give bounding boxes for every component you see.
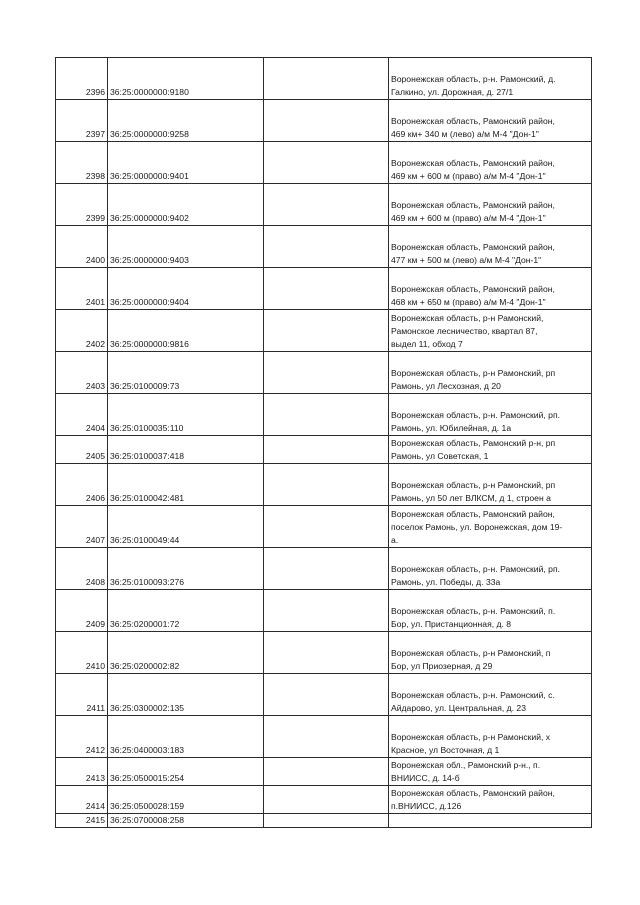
table-row: [56, 436, 592, 464]
cadastral-number: 36:25:0100042:481: [108, 464, 264, 506]
table-row: [56, 184, 592, 226]
address-line: п.ВНИИСС, д.126: [391, 801, 462, 811]
row-number: 2410: [56, 632, 108, 674]
cadastral-number: 36:25:0100037:418: [108, 436, 264, 464]
address-cell: [389, 436, 592, 464]
address-line: Воронежская область, р-н. Рамонский, п.: [391, 606, 556, 616]
table-row: [56, 632, 592, 674]
address-cell: [389, 786, 592, 814]
row-number: 2405: [56, 436, 108, 464]
address-line: 469 км + 600 м (право) а/м М-4 "Дон-1": [391, 213, 546, 223]
address-line: поселок Рамонь, ул. Воронежская, дом 19-: [391, 522, 563, 532]
registry-table-body: [56, 58, 592, 828]
address-line: Воронежская область, Рамонский район,: [391, 200, 555, 210]
table-row: [56, 758, 592, 786]
empty-cell: [264, 226, 389, 268]
address-line: Рамонь, ул Лесхозная, д 20: [391, 381, 501, 391]
address-line: Рамонское лесничество, квартал 87,: [391, 326, 538, 336]
address-line: Воронежская область, р-н Рамонский, рп: [391, 480, 556, 490]
cadastral-number: 36:25:0700008:258: [108, 814, 264, 828]
table-row: [56, 716, 592, 758]
cadastral-number: 36:25:0000000:9258: [108, 100, 264, 142]
row-number: 2413: [56, 758, 108, 786]
address-line: 469 км+ 340 м (лево) а/м М-4 "Дон-1": [391, 129, 539, 139]
cadastral-number: 36:25:0100035:110: [108, 394, 264, 436]
table-row: [56, 142, 592, 184]
table-row: [56, 268, 592, 310]
table-row: [56, 464, 592, 506]
empty-cell: [264, 394, 389, 436]
address-line: Воронежская область, Рамонский район,: [391, 242, 555, 252]
address-line: Бор, ул Приозерная, д 29: [391, 661, 493, 671]
address-cell: [389, 142, 592, 184]
table-row: [56, 506, 592, 548]
empty-cell: [264, 632, 389, 674]
empty-cell: [264, 758, 389, 786]
row-number: 2411: [56, 674, 108, 716]
table-row: [56, 226, 592, 268]
cadastral-number: 36:25:0200002:82: [108, 632, 264, 674]
address-cell: [389, 590, 592, 632]
row-number: 2414: [56, 786, 108, 814]
table-row: [56, 310, 592, 352]
address-line: Галкино, ул. Дорожная, д. 27/1: [391, 87, 514, 97]
row-number: 2408: [56, 548, 108, 590]
empty-cell: [264, 184, 389, 226]
empty-cell: [264, 674, 389, 716]
table-row: [56, 352, 592, 394]
cadastral-number: 36:25:0100093:276: [108, 548, 264, 590]
address-cell: [389, 268, 592, 310]
address-line: Воронежская область, р-н Рамонский, х: [391, 732, 551, 742]
row-number: 2407: [56, 506, 108, 548]
empty-cell: [264, 310, 389, 352]
address-line: Воронежская область, Рамонский район,: [391, 116, 555, 126]
address-line: Воронежская область, р-н. Рамонский, рп.: [391, 410, 560, 420]
address-cell: [389, 716, 592, 758]
address-line: Рамонь, ул Советская, 1: [391, 451, 489, 461]
empty-cell: [264, 716, 389, 758]
address-line: Воронежская область, р-н. Рамонский, с.: [391, 690, 555, 700]
row-number: 2399: [56, 184, 108, 226]
address-line: Воронежская область, р-н Рамонский, рп: [391, 368, 556, 378]
address-line: выдел 11, обход 7: [391, 339, 463, 349]
address-line: Воронежская область, Рамонский район,: [391, 788, 555, 798]
address-cell: [389, 632, 592, 674]
address-line: Воронежская область, р-н Рамонский,: [391, 313, 544, 323]
row-number: 2403: [56, 352, 108, 394]
cadastral-number: 36:25:0400003:183: [108, 716, 264, 758]
row-number: 2406: [56, 464, 108, 506]
cadastral-number: 36:25:0200001:72: [108, 590, 264, 632]
address-line: Рамонь, ул. Юбилейная, д. 1а: [391, 423, 512, 433]
empty-cell: [264, 142, 389, 184]
empty-cell: [264, 436, 389, 464]
address-cell: [389, 548, 592, 590]
address-line: Воронежская область, Рамонский район,: [391, 284, 555, 294]
address-cell: [389, 758, 592, 786]
address-line: Воронежская область, Рамонский р-н, рп: [391, 438, 556, 448]
address-line: Воронежская область, р-н. Рамонский, рп.: [391, 564, 560, 574]
empty-cell: [264, 464, 389, 506]
address-line: Воронежская область, Рамонский район,: [391, 158, 555, 168]
row-number: 2400: [56, 226, 108, 268]
row-number: 2415: [56, 814, 108, 828]
address-cell: [389, 310, 592, 352]
cadastral-number: 36:25:0100049:44: [108, 506, 264, 548]
address-cell: [389, 506, 592, 548]
cadastral-number: 36:25:0000000:9816: [108, 310, 264, 352]
address-line: Рамонь, ул 50 лет ВЛКСМ, д 1, строен а: [391, 493, 551, 503]
address-line: Бор, ул. Пристанционная, д. 8: [391, 619, 512, 629]
address-cell: [389, 814, 592, 828]
empty-cell: [264, 100, 389, 142]
address-line: 469 км + 600 м (право) а/м М-4 "Дон-1": [391, 171, 546, 181]
address-line: Воронежская обл., Рамонский р-н., п.: [391, 760, 541, 770]
address-line: Воронежская область, р-н. Рамонский, д.: [391, 74, 556, 84]
empty-cell: [264, 268, 389, 310]
cadastral-number: 36:25:0000000:9404: [108, 268, 264, 310]
cadastral-number: 36:25:0300002:135: [108, 674, 264, 716]
row-number: 2397: [56, 100, 108, 142]
cadastral-number: 36:25:0000000:9180: [108, 58, 264, 100]
address-line: а.: [391, 535, 399, 545]
table-row: [56, 674, 592, 716]
row-number: 2404: [56, 394, 108, 436]
table-row: [56, 814, 592, 828]
cadastral-number: 36:25:0500028:159: [108, 786, 264, 814]
table-row: [56, 786, 592, 814]
address-cell: [389, 394, 592, 436]
address-line: Воронежская область, Рамонский район,: [391, 509, 555, 519]
address-line: Красное, ул Восточная, д 1: [391, 745, 500, 755]
row-number: 2398: [56, 142, 108, 184]
empty-cell: [264, 786, 389, 814]
row-number: 2401: [56, 268, 108, 310]
cadastral-number: 36:25:0500015:254: [108, 758, 264, 786]
table-row: [56, 100, 592, 142]
cadastral-number: 36:25:0000000:9401: [108, 142, 264, 184]
address-cell: [389, 184, 592, 226]
table-row: [56, 548, 592, 590]
table-row: [56, 58, 592, 100]
empty-cell: [264, 352, 389, 394]
address-line: Воронежская область, р-н Рамонский, п: [391, 648, 551, 658]
cadastral-number: 36:25:0100009:73: [108, 352, 264, 394]
address-cell: [389, 674, 592, 716]
address-cell: [389, 226, 592, 268]
address-line: 477 км + 500 м (лево) а/м М-4 "Дон-1": [391, 255, 542, 265]
address-line: Айдарово, ул. Центральная, д. 23: [391, 703, 526, 713]
row-number: 2402: [56, 310, 108, 352]
table-row: [56, 394, 592, 436]
address-line: 468 км + 650 м (право) а/м М-4 "Дон-1": [391, 297, 546, 307]
cadastral-number: 36:25:0000000:9402: [108, 184, 264, 226]
registry-table: [55, 57, 592, 828]
table-row: [56, 590, 592, 632]
address-cell: [389, 352, 592, 394]
row-number: 2409: [56, 590, 108, 632]
address-cell: [389, 100, 592, 142]
empty-cell: [264, 506, 389, 548]
address-line: Рамонь, ул. Победы, д. 33а: [391, 577, 501, 587]
cadastral-number: 36:25:0000000:9403: [108, 226, 264, 268]
row-number: 2396: [56, 58, 108, 100]
empty-cell: [264, 814, 389, 828]
address-cell: [389, 464, 592, 506]
row-number: 2412: [56, 716, 108, 758]
empty-cell: [264, 58, 389, 100]
address-line: ВНИИСС, д. 14-б: [391, 773, 460, 783]
address-cell: [389, 58, 592, 100]
empty-cell: [264, 590, 389, 632]
empty-cell: [264, 548, 389, 590]
